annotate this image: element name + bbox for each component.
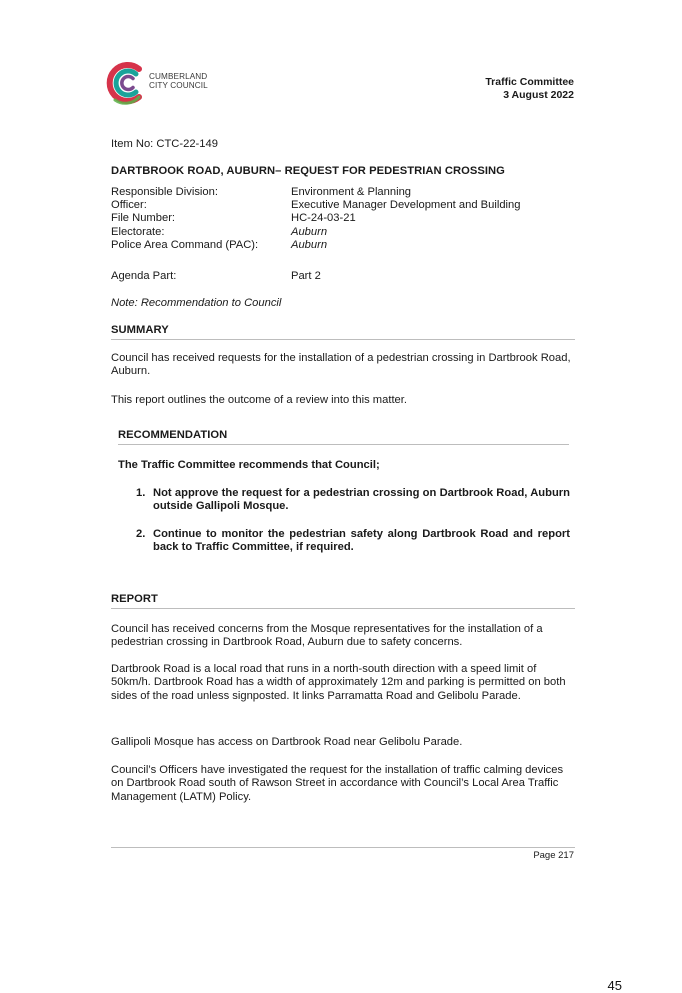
summary-paragraph-2: This report outlines the outcome of a review into this matter. <box>111 394 407 406</box>
meta-key: Electorate: <box>111 225 165 238</box>
item-number: Item No: CTC-22-149 <box>111 138 218 150</box>
list-item <box>136 528 570 555</box>
list-item-text: Not approve the request for a pedestrian crossing on Dartbrook Road, Auburn outside Gallipoli Mosque. <box>153 487 570 513</box>
council-logo <box>103 60 233 106</box>
logo-line-1: CUMBERLAND <box>149 72 208 81</box>
meeting-date: 3 August 2022 <box>503 89 574 101</box>
summary-heading: SUMMARY <box>111 324 575 340</box>
meta-key: Officer: <box>111 199 147 212</box>
recommendation-heading: RECOMMENDATION <box>118 429 569 445</box>
page-number: Page 217 <box>533 850 574 861</box>
recommendation-note: Note: Recommendation to Council <box>111 297 282 309</box>
meta-value: HC-24-03-21 <box>291 212 356 225</box>
meta-key: File Number: <box>111 212 176 225</box>
list-item-number: 2. <box>136 527 146 540</box>
report-paragraph-4: Council’s Officers have investigated the request for the installation of traffic calming devices on Dartbrook Road south of Rawson Street in accordance with Council’s Local Area Traffic Management (LATM) Policy. <box>111 764 564 803</box>
corner-page-number: 45 <box>607 978 622 993</box>
recommendation-list <box>136 487 570 555</box>
logo-wordmark <box>149 72 208 91</box>
report-heading: REPORT <box>111 593 575 609</box>
recommendation-lead: The Traffic Committee recommends that Council; <box>118 459 380 471</box>
agenda-row <box>111 270 411 284</box>
meta-value: Auburn <box>291 238 328 251</box>
committee-name: Traffic Committee <box>485 76 574 88</box>
logo-line-2: CITY COUNCIL <box>149 81 208 91</box>
report-paragraph-2: Dartbrook Road is a local road that runs in a north-south direction with a speed limit of 50km/h. Dartbrook Road has a width of approximately 12m and parking is permitted on both sides of the road unless signposted. It links Parramatta Road and Gelibolu Parade. <box>111 663 566 702</box>
meta-value: Auburn <box>291 225 328 238</box>
meta-key: Police Area Command (PAC): <box>111 238 259 251</box>
council-logo-icon <box>103 60 147 106</box>
report-paragraph-1: Council has received concerns from the Mosque representatives for the installation of a pedestrian crossing in Dartbrook Road, Auburn due to safety concerns. <box>111 623 543 649</box>
list-item-number: 1. <box>136 487 146 499</box>
list-item <box>136 487 570 514</box>
report-paragraph-3: Gallipoli Mosque has access on Dartbrook Road near Gelibolu Parade. <box>111 736 463 748</box>
agenda-key: Agenda Part: <box>111 270 177 282</box>
summary-paragraph-1: Council has received requests for the installation of a pedestrian crossing in Dartbrook Road, Auburn. <box>111 352 571 378</box>
header-meta <box>485 76 574 102</box>
meta-value: Environment & Planning <box>291 186 412 198</box>
report-title: DARTBROOK ROAD, AUBURN– REQUEST FOR PEDESTRIAN CROSSING <box>111 165 505 177</box>
list-item-text: Continue to monitor the pedestrian safety along Dartbrook Road and report back to Traffic Committee, if required. <box>153 527 570 554</box>
meta-value: Executive Manager Development and Building <box>291 199 521 212</box>
agenda-value: Part 2 <box>291 270 321 282</box>
meta-key: Responsible Division: <box>111 186 218 198</box>
footer-divider <box>111 847 575 848</box>
